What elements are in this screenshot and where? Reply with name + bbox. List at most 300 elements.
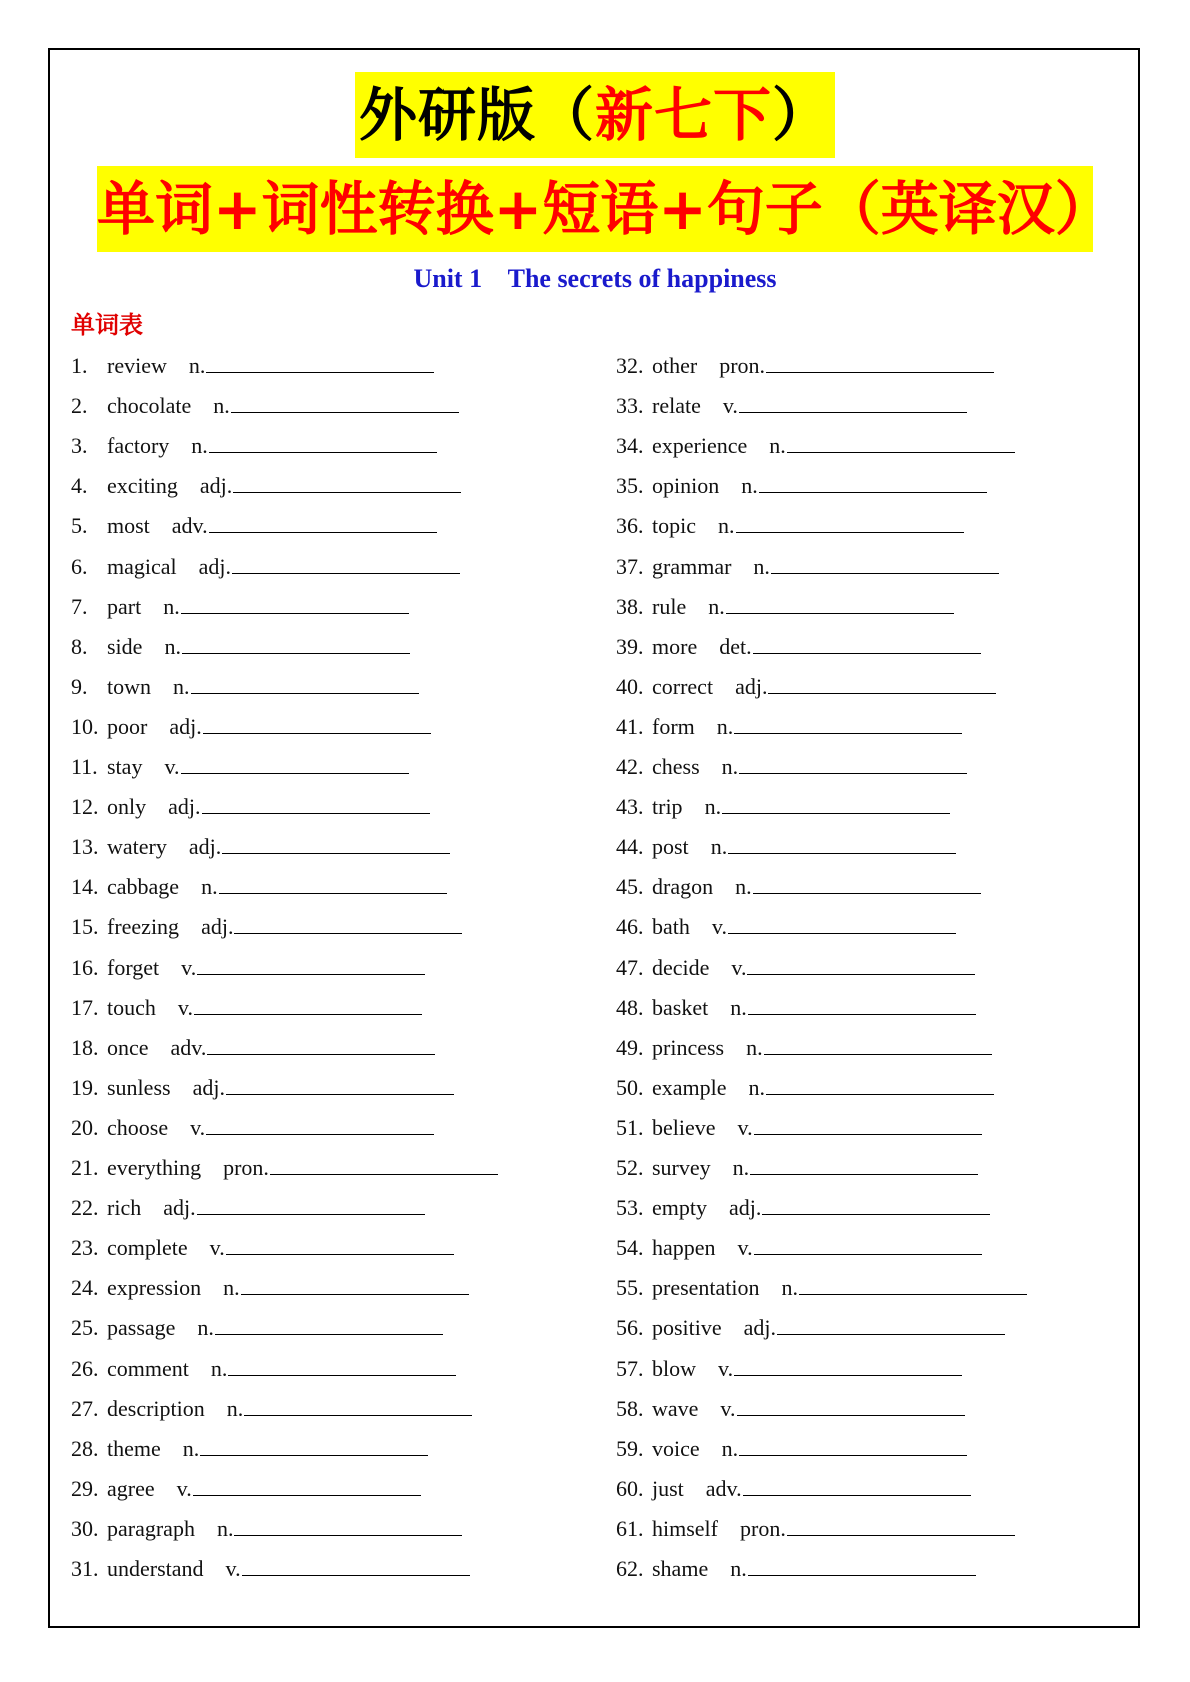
- vocab-word: town: [107, 673, 151, 699]
- answer-blank[interactable]: [200, 1435, 428, 1456]
- vocab-pos: n.: [708, 593, 725, 619]
- vocab-word: once: [107, 1034, 149, 1060]
- vocab-number: 30.: [71, 1515, 99, 1541]
- answer-blank[interactable]: [739, 1435, 967, 1456]
- answer-blank[interactable]: [734, 1355, 962, 1376]
- vocab-pos: n.: [163, 593, 180, 619]
- vocab-item: [71, 867, 447, 907]
- vocab-item: [71, 787, 430, 827]
- answer-blank[interactable]: [799, 1274, 1027, 1295]
- vocab-item: [71, 1349, 456, 1389]
- vocab-pos: adj.: [199, 473, 233, 499]
- vocab-pos: n.: [716, 713, 734, 739]
- vocab-number: 25.: [71, 1315, 99, 1341]
- vocab-word: relate: [652, 393, 701, 419]
- title-black-end: ）: [772, 81, 832, 149]
- answer-blank[interactable]: [766, 1074, 994, 1095]
- vocab-pos: v.: [722, 393, 738, 419]
- vocab-word: survey: [652, 1155, 711, 1180]
- answer-blank[interactable]: [191, 673, 419, 694]
- vocab-word: grammar: [652, 553, 732, 579]
- vocab-item: [71, 747, 409, 787]
- answer-blank[interactable]: [753, 633, 981, 654]
- vocab-word: magical: [107, 553, 177, 579]
- vocab-word: experience: [652, 433, 748, 459]
- vocab-item: [71, 948, 425, 988]
- vocab-number: 60.: [616, 1475, 644, 1501]
- vocab-word: watery: [107, 834, 167, 860]
- vocab-pos: v.: [731, 954, 747, 980]
- vocab-item: [71, 1188, 425, 1228]
- vocab-item: [71, 1429, 428, 1469]
- answer-blank[interactable]: [233, 472, 461, 493]
- vocab-number: 33.: [616, 393, 644, 419]
- vocab-word: other: [652, 353, 698, 378]
- vocab-pos: n.: [201, 874, 218, 900]
- vocab-item: [71, 1108, 434, 1148]
- vocab-item: [616, 948, 975, 988]
- answer-blank[interactable]: [181, 593, 409, 614]
- vocab-number: 24.: [71, 1275, 99, 1301]
- vocab-item: [616, 1389, 965, 1429]
- vocab-word: agree: [107, 1475, 155, 1501]
- vocab-pos: pron.: [719, 353, 766, 378]
- vocab-item: [616, 667, 996, 707]
- vocab-word: rich: [107, 1195, 142, 1221]
- vocab-item: [71, 1268, 469, 1308]
- answer-blank[interactable]: [753, 873, 981, 894]
- vocab-number: 57.: [616, 1355, 644, 1381]
- vocab-pos: n.: [173, 673, 190, 699]
- answer-blank[interactable]: [197, 954, 425, 975]
- vocab-item: [71, 707, 431, 747]
- vocab-number: 15.: [71, 914, 99, 940]
- vocab-item: [71, 506, 437, 546]
- vocab-word: expression: [107, 1275, 202, 1301]
- vocab-word: topic: [652, 513, 696, 539]
- answer-blank[interactable]: [197, 1194, 425, 1215]
- vocab-item: [616, 386, 967, 426]
- vocab-pos: adj.: [192, 1074, 225, 1100]
- vocab-pos: adj.: [735, 673, 768, 699]
- vocab-number: 35.: [616, 473, 644, 499]
- answer-blank[interactable]: [203, 713, 431, 734]
- vocab-number: 52.: [616, 1155, 644, 1180]
- answer-blank[interactable]: [766, 352, 994, 373]
- vocab-pos: adj.: [169, 713, 202, 739]
- answer-blank[interactable]: [787, 432, 1015, 453]
- vocab-number: 40.: [616, 673, 644, 699]
- vocab-pos: n.: [710, 834, 728, 860]
- vocab-item: [616, 1188, 990, 1228]
- answer-blank[interactable]: [222, 833, 450, 854]
- vocab-number: 32.: [616, 353, 644, 378]
- vocab-item: [71, 426, 437, 466]
- vocab-item: [616, 627, 981, 667]
- vocab-pos: v.: [737, 1235, 753, 1261]
- vocab-item: [71, 547, 460, 587]
- vocab-number: 9.: [71, 673, 88, 699]
- vocab-item: [616, 747, 967, 787]
- subtitle: 单词+词性转换+短语+句子（英译汉）: [97, 166, 1093, 252]
- answer-blank[interactable]: [232, 553, 460, 574]
- answer-blank[interactable]: [228, 1355, 456, 1376]
- vocab-number: 50.: [616, 1074, 644, 1100]
- answer-blank[interactable]: [754, 1114, 982, 1135]
- title-red-part: 新七下: [594, 81, 772, 149]
- answer-blank[interactable]: [759, 472, 987, 493]
- vocab-word: everything: [107, 1155, 202, 1180]
- vocab-number: 7.: [71, 593, 88, 619]
- vocab-pos: n.: [730, 994, 747, 1020]
- answer-blank[interactable]: [270, 1154, 498, 1175]
- vocab-pos: v.: [190, 1114, 206, 1140]
- vocab-item: [71, 1148, 498, 1188]
- vocab-item: [616, 1028, 992, 1068]
- vocab-number: 58.: [616, 1395, 644, 1421]
- answer-blank[interactable]: [754, 1234, 982, 1255]
- main-title: [355, 72, 835, 158]
- vocab-pos: n.: [730, 1556, 747, 1581]
- vocab-word: happen: [652, 1235, 716, 1261]
- vocab-item: [71, 1509, 462, 1549]
- vocab-pos: n.: [732, 1155, 750, 1180]
- vocab-word: description: [107, 1395, 205, 1421]
- answer-blank[interactable]: [743, 1475, 971, 1496]
- vocab-word: just: [652, 1475, 684, 1501]
- vocab-word: factory: [107, 433, 170, 459]
- vocab-word: shame: [652, 1556, 709, 1581]
- vocab-item: [616, 1549, 976, 1589]
- vocab-number: 29.: [71, 1475, 99, 1501]
- vocab-pos: adj.: [163, 1195, 196, 1221]
- vocab-word: trip: [652, 794, 683, 820]
- vocab-number: 51.: [616, 1114, 644, 1140]
- answer-blank[interactable]: [226, 1074, 454, 1095]
- vocab-pos: adj.: [198, 553, 232, 579]
- vocab-pos: n.: [735, 874, 752, 900]
- vocab-pos: adv.: [171, 513, 208, 539]
- vocab-pos: adj.: [729, 1195, 762, 1221]
- vocab-word: touch: [107, 994, 156, 1020]
- vocab-pos: v.: [718, 1355, 734, 1381]
- vocab-item: [616, 827, 956, 867]
- answer-blank[interactable]: [241, 1274, 469, 1295]
- answer-blank[interactable]: [762, 1194, 990, 1215]
- vocab-pos: adj.: [188, 834, 222, 860]
- vocab-item: [71, 1228, 454, 1268]
- unit-title: Unit 1 The secrets of happiness: [413, 264, 777, 293]
- vocab-word: sunless: [107, 1074, 171, 1100]
- vocab-pos: n.: [216, 1515, 234, 1541]
- vocab-word: decide: [652, 954, 710, 980]
- vocab-number: 36.: [616, 513, 644, 539]
- vocab-word: bath: [652, 914, 690, 940]
- vocab-item: [616, 1108, 982, 1148]
- vocab-number: 54.: [616, 1235, 644, 1261]
- vocab-pos: n.: [781, 1275, 799, 1301]
- answer-blank[interactable]: [728, 913, 956, 934]
- vocab-word: passage: [107, 1315, 176, 1341]
- vocab-item: [71, 466, 461, 506]
- answer-blank[interactable]: [747, 954, 975, 975]
- vocab-item: [71, 1469, 421, 1509]
- vocab-number: 53.: [616, 1195, 644, 1221]
- vocab-word: positive: [652, 1315, 722, 1341]
- vocab-word: blow: [652, 1355, 696, 1381]
- vocab-pos: n.: [753, 553, 770, 579]
- vocab-word: paragraph: [107, 1515, 195, 1541]
- vocab-number: 13.: [71, 834, 99, 860]
- vocab-item: [616, 1429, 967, 1469]
- vocab-number: 34.: [616, 433, 644, 459]
- answer-blank[interactable]: [728, 833, 956, 854]
- vocab-word: believe: [652, 1114, 716, 1140]
- vocab-pos: adj.: [201, 914, 234, 940]
- vocab-pos: n.: [223, 1275, 240, 1301]
- answer-blank[interactable]: [206, 352, 434, 373]
- vocab-item: [71, 1028, 435, 1068]
- vocab-number: 12.: [71, 794, 99, 820]
- answer-blank[interactable]: [787, 1515, 1015, 1536]
- vocab-number: 49.: [616, 1034, 644, 1060]
- vocab-pos: n.: [164, 633, 181, 659]
- answer-blank[interactable]: [750, 1154, 978, 1175]
- answer-blank[interactable]: [722, 793, 950, 814]
- vocab-pos: n.: [746, 1034, 763, 1060]
- vocab-item: [616, 1228, 982, 1268]
- vocab-pos: n.: [191, 433, 208, 459]
- vocab-word: example: [652, 1074, 727, 1100]
- section-label: 单词表: [71, 311, 143, 339]
- vocab-number: 42.: [616, 754, 644, 779]
- vocab-item: [71, 667, 419, 707]
- vocab-item: [616, 506, 964, 546]
- vocab-pos: n.: [197, 1315, 214, 1341]
- vocab-pos: v.: [164, 754, 180, 779]
- title-black-start: 外研版（: [358, 81, 595, 149]
- vocab-pos: adj.: [168, 794, 201, 820]
- answer-blank[interactable]: [209, 432, 437, 453]
- answer-blank[interactable]: [739, 753, 967, 774]
- vocab-pos: pron.: [223, 1155, 269, 1180]
- vocab-item: [616, 1308, 1005, 1348]
- answer-blank[interactable]: [748, 994, 976, 1015]
- vocab-item: [71, 386, 459, 426]
- vocab-word: chocolate: [107, 393, 192, 419]
- vocab-number: 46.: [616, 914, 644, 940]
- vocab-pos: v.: [737, 1114, 753, 1140]
- vocab-word: freezing: [107, 914, 180, 940]
- vocab-word: choose: [107, 1114, 169, 1140]
- vocab-item: [71, 1068, 454, 1108]
- vocab-number: 61.: [616, 1515, 644, 1541]
- vocab-pos: n.: [741, 473, 758, 499]
- vocab-number: 17.: [71, 994, 99, 1020]
- vocab-pos: v.: [209, 1235, 225, 1261]
- answer-blank[interactable]: [737, 1395, 965, 1416]
- vocab-word: theme: [107, 1435, 161, 1461]
- answer-blank[interactable]: [764, 1034, 992, 1055]
- vocab-number: 3.: [71, 433, 88, 459]
- vocab-number: 26.: [71, 1355, 99, 1381]
- vocab-number: 21.: [71, 1155, 99, 1180]
- vocab-item: [616, 988, 976, 1028]
- vocab-item: [616, 547, 999, 587]
- vocab-pos: n.: [226, 1395, 244, 1421]
- answer-blank[interactable]: [768, 673, 996, 694]
- vocab-word: part: [107, 593, 142, 619]
- answer-blank[interactable]: [242, 1555, 470, 1576]
- answer-blank[interactable]: [231, 392, 459, 413]
- vocab-item: [616, 867, 981, 907]
- vocab-word: stay: [107, 754, 143, 779]
- answer-blank[interactable]: [215, 1314, 443, 1335]
- answer-blank[interactable]: [209, 512, 437, 533]
- vocab-number: 11.: [71, 754, 98, 779]
- vocab-item: [616, 1469, 971, 1509]
- vocab-word: comment: [107, 1355, 189, 1381]
- vocab-word: most: [107, 513, 150, 539]
- vocab-word: presentation: [652, 1275, 760, 1301]
- answer-blank[interactable]: [181, 753, 409, 774]
- vocab-pos: n.: [188, 353, 206, 378]
- vocab-item: [616, 1068, 994, 1108]
- vocab-pos: v.: [176, 1475, 192, 1501]
- vocab-number: 4.: [71, 473, 88, 499]
- answer-blank[interactable]: [234, 1515, 462, 1536]
- vocab-number: 16.: [71, 954, 99, 980]
- vocab-number: 2.: [71, 393, 88, 419]
- answer-blank[interactable]: [739, 392, 967, 413]
- answer-blank[interactable]: [777, 1314, 1005, 1335]
- answer-blank[interactable]: [202, 793, 430, 814]
- answer-blank[interactable]: [234, 913, 462, 934]
- vocab-number: 56.: [616, 1315, 644, 1341]
- vocab-pos: v.: [720, 1395, 736, 1421]
- answer-blank[interactable]: [207, 1034, 435, 1055]
- vocab-number: 39.: [616, 633, 644, 659]
- vocab-pos: v.: [177, 994, 193, 1020]
- vocab-number: 43.: [616, 794, 644, 820]
- vocab-word: post: [652, 834, 689, 860]
- vocab-pos: n.: [718, 513, 735, 539]
- vocab-number: 18.: [71, 1034, 99, 1060]
- vocab-word: form: [652, 713, 695, 739]
- answer-blank[interactable]: [736, 512, 964, 533]
- vocab-number: 27.: [71, 1395, 99, 1421]
- vocab-pos: n.: [704, 794, 722, 820]
- vocab-word: correct: [652, 673, 714, 699]
- vocab-word: wave: [652, 1395, 699, 1421]
- vocab-word: complete: [107, 1235, 188, 1261]
- vocab-pos: det.: [719, 633, 752, 659]
- vocab-word: exciting: [107, 473, 178, 499]
- vocab-item: [616, 707, 962, 747]
- vocab-number: 23.: [71, 1235, 99, 1261]
- vocab-number: 1.: [71, 353, 88, 378]
- vocab-pos: n.: [748, 1074, 766, 1100]
- vocab-pos: n.: [721, 1435, 739, 1461]
- vocab-word: review: [107, 353, 167, 378]
- vocab-word: more: [652, 633, 698, 659]
- answer-blank[interactable]: [244, 1395, 472, 1416]
- vocab-pos: n.: [182, 1435, 200, 1461]
- answer-blank[interactable]: [194, 994, 422, 1015]
- vocab-word: dragon: [652, 874, 714, 900]
- vocab-word: voice: [652, 1435, 700, 1461]
- vocab-pos: v.: [225, 1556, 241, 1581]
- answer-blank[interactable]: [771, 553, 999, 574]
- vocab-word: poor: [107, 713, 148, 739]
- vocab-number: 37.: [616, 553, 644, 579]
- vocab-item: [616, 787, 950, 827]
- vocab-item: [616, 1148, 978, 1188]
- vocab-pos: n.: [769, 433, 786, 459]
- answer-blank[interactable]: [748, 1555, 976, 1576]
- answer-blank[interactable]: [734, 713, 962, 734]
- vocab-item: [616, 466, 987, 506]
- vocab-number: 31.: [71, 1556, 99, 1581]
- vocab-item: [616, 1349, 962, 1389]
- vocab-word: princess: [652, 1034, 725, 1060]
- vocab-pos: pron.: [740, 1515, 786, 1541]
- vocab-number: 10.: [71, 713, 99, 739]
- vocab-number: 8.: [71, 633, 88, 659]
- vocab-item: [71, 587, 409, 627]
- vocab-item: [71, 346, 434, 386]
- vocab-pos: n.: [721, 754, 739, 779]
- vocab-item: [71, 1549, 470, 1589]
- vocab-pos: adv.: [170, 1034, 207, 1060]
- vocab-number: 59.: [616, 1435, 644, 1461]
- vocab-pos: adv.: [705, 1475, 742, 1501]
- vocab-pos: adj.: [743, 1315, 777, 1341]
- vocab-word: empty: [652, 1195, 707, 1221]
- vocab-word: basket: [652, 994, 709, 1020]
- vocab-item: [616, 1268, 1027, 1308]
- vocab-item: [71, 827, 450, 867]
- vocab-pos: v.: [181, 954, 197, 980]
- answer-blank[interactable]: [182, 633, 410, 654]
- vocab-number: 45.: [616, 874, 644, 900]
- vocab-number: 41.: [616, 713, 644, 739]
- vocab-pos: n.: [210, 1355, 228, 1381]
- answer-blank[interactable]: [219, 873, 447, 894]
- answer-blank[interactable]: [226, 1234, 454, 1255]
- vocab-word: chess: [652, 754, 700, 779]
- answer-blank[interactable]: [206, 1114, 434, 1135]
- vocab-number: 20.: [71, 1114, 99, 1140]
- answer-blank[interactable]: [726, 593, 954, 614]
- vocab-item: [71, 988, 422, 1028]
- vocab-word: himself: [652, 1515, 718, 1541]
- vocab-pos: n.: [213, 393, 230, 419]
- vocab-item: [616, 1509, 1015, 1549]
- answer-blank[interactable]: [193, 1475, 421, 1496]
- vocab-number: 19.: [71, 1074, 99, 1100]
- vocab-item: [71, 1308, 443, 1348]
- vocab-number: 38.: [616, 593, 644, 619]
- vocab-item: [616, 346, 994, 386]
- vocab-word: rule: [652, 593, 687, 619]
- vocab-word: forget: [107, 954, 160, 980]
- vocab-number: 28.: [71, 1435, 99, 1461]
- vocab-number: 44.: [616, 834, 644, 860]
- vocab-number: 55.: [616, 1275, 644, 1301]
- vocab-number: 22.: [71, 1195, 99, 1221]
- vocab-item: [71, 1389, 472, 1429]
